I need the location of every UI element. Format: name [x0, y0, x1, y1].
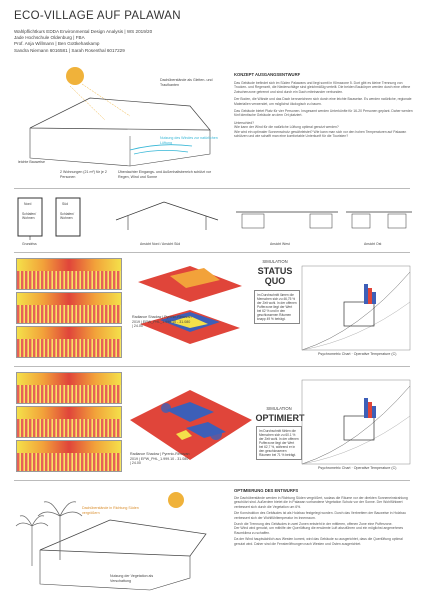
psychro-chart-1 [298, 262, 414, 362]
concept-para: Der Boden, die Wände und das Dach kennzeichnen sich durch eine leichte Bauweise. Es werden natürliche, regionale Materialien verwendet, um möglichst ökologisch zu bauen. [234, 97, 412, 106]
comfort-note: Im Durchschnitt lümen die Menschen sich zu 46,75 % der Zeit wohl. In der offenen Pufferzone liegt der Wert bei 62 % und in den geschlossenen Räumen knapp 49 % beträgt. [254, 290, 300, 324]
meta-line: Wahlpflichtkurs EDDA Environmental Design Analysis | WS 2019/20 [14, 29, 153, 34]
label-roof: Überdachter Eingangs- und Außenhaltsbereich schützt vor Regen, Wind und Sonne [118, 170, 212, 179]
room-label: Schlafen/ Wohnen [60, 212, 75, 220]
elevation-ns [112, 196, 222, 236]
caption-west: Ansicht West [270, 242, 290, 246]
palm-leaves-icon [16, 516, 48, 526]
heatmap-plot-4 [16, 372, 122, 404]
plan-north-label: Nord [24, 202, 32, 206]
concept-text [234, 72, 414, 138]
concept-question: Wie kann der Wind für die natürliche Lüftung optimal genutzt werden? [234, 125, 339, 130]
sun-icon [66, 67, 84, 85]
psychro-xlabel: Psychrometric Chart · Operative Temperature (C) [318, 352, 397, 356]
divider [14, 480, 410, 481]
model-status-quo [130, 262, 250, 362]
optimization-para: Der Wind wird genutzt, um mithilfe der Querlüftung die erwärmte Luft abzuführen und ein möglichst angenehmes Raumklima zu schaffen. [234, 526, 404, 535]
comfort-note: Im Durchschnitt fühlen die Menschen sich zu 60.1 % der Zeit wohl. In der offenen Pufferzone liegt der Wert bei 62,7 %, während er in den geschlossenen Räumen bei 71 % beträgt. [256, 426, 302, 460]
floor-plan [14, 196, 84, 242]
divider [14, 252, 410, 253]
meta-line: Prof. Anja Willmann | Ben Gottkehaskamp [14, 41, 100, 47]
optimization-text [234, 488, 414, 546]
elevation-ns-svg [112, 196, 222, 236]
roof-outline [40, 520, 206, 556]
label-space: 2 Wohnungen (21 m²) für je 2 Personen [60, 170, 107, 179]
divider [14, 188, 410, 189]
label-roof-extend: Dachüberstände in Richtung Süden vergrößern [82, 506, 139, 515]
model-svg [130, 262, 250, 362]
heatmap-plot-5 [16, 406, 122, 438]
meta-line: Jade Hochschule Oldenburg | FBA [14, 35, 85, 41]
sun-ray [82, 84, 130, 116]
elevation-east-svg [344, 196, 414, 236]
sim-caption: Radiance Shadow | Pyrenic-Rimovan 2019 | EPW_PHL_1.999.10 - 31.080 | 24.00 [132, 315, 192, 329]
concept-para: Das Gebäude bietet Platz für vier Personen. Insgesamt werden Unterkünfte für 16-20 Personen geplant. Daher werden fünf identische Gebäude an dem Ort platziert. [234, 109, 413, 118]
elevation-west [232, 196, 342, 236]
concept-sketch [10, 58, 220, 178]
label-overhang: Dachüberstände als Gleiten- und Traufkanten [160, 78, 213, 87]
elevation-west-svg [232, 196, 342, 236]
wall-outline [40, 550, 190, 590]
label-wind: Nutzung des Windes zur natürlichen Lüftung [160, 136, 218, 145]
optimization-para: Da der Wind hauptsächlich aus Westen kommt, wird das Gebäude so ausgerichtet, dass die Querlüftung optimal genutzt wird. Daher sind die Fensteröffnungen nach Westen und Osten ausgerichtet. [234, 537, 403, 546]
page-title: ECO-VILLAGE AUF PALAWAN [14, 10, 181, 22]
quo-word: QUO [264, 276, 286, 286]
meta-line: Sandra Niemann 6016581 | Sarah Rosenthal 6017229 [14, 47, 125, 53]
concept-question-head: Unterschied? [234, 120, 254, 125]
simulation-label: SIMULATION [266, 406, 292, 411]
optimiert-word: OPTIMIERT [255, 413, 305, 423]
optimization-para: Die Konstruktion des Gebäudes ist als Holzbau festgelegt worden. Durch das Verbreitern der Bauweise in Holzbau verbessert sich der Wohlfühltemperatur im Innenraum. [234, 511, 406, 520]
heatmap-plot-2 [16, 292, 122, 324]
sim-caption: Radiance Shadow | Pyrenic-Rimovan 2019 | EPW_PHL_1.999.10 - 31.080 | 24.00 [130, 452, 190, 466]
divider [14, 366, 410, 367]
caption-north-south: Ansicht Nord / Ansicht Süd [140, 242, 181, 246]
label-vegetation: Nutzung der Vegetation als Verschattung [110, 574, 154, 583]
heatmap-plot-1 [16, 258, 122, 290]
concept-question: Wie wird ein optimaler Sonnenschutz gewährleistet? Wie kann man sich vor den hohen Temperaturen auf Palawan schützen und wie schafft man eine komfortable Unterkunft für die Touristen? [234, 129, 407, 139]
optimization-sketch [10, 486, 220, 594]
palm-leaves-icon [38, 502, 82, 516]
label-light: leichte Bauweise [18, 160, 45, 164]
optimization-para: Durch die Trennung des Gebäudes in zwei Zonen entsteht in der mittleren, offenen Zone eine Pufferzone. [234, 522, 393, 527]
psychro-svg [298, 262, 414, 362]
sun-icon [168, 492, 184, 508]
project-meta [14, 29, 152, 54]
room-label: Schlafen/ Wohnen [22, 212, 37, 220]
elevation-east [344, 196, 414, 236]
roof-outline [30, 98, 210, 130]
psychro-chart-2 [298, 376, 414, 476]
ground-heat [130, 390, 252, 460]
psychro-svg [298, 376, 414, 476]
concept-heading: KONZEPT AUSGANGSENTWURF [234, 72, 301, 77]
wind-arrow [130, 145, 192, 150]
caption-plan: Grundriss [22, 242, 37, 246]
simulation-label: SIMULATION [262, 259, 288, 264]
plan-south-label: Süd [62, 202, 69, 206]
psychro-xlabel: Psychrometric Chart · Operative Temperature (C) [318, 466, 397, 470]
concept-para: Das Gebäude befindet sich im Süden Palawans und liegt somit in Klimazone 5. Dort gibt es kleine Trennung von Trocken- und Regenzeit, die Niederschläge sind gleichmäßig verteilt. Die beiden Baukörper werden durch eine offene Zwischenzone getrennt und sind durch ein Dach miteinander verbunden. [234, 81, 411, 94]
caption-east: Ansicht Ost [364, 242, 382, 246]
optimization-para: Die Dachüberstände werden in Richtung Süden vergrößert, sodass die Räume vor der direkten Sonneneinstrahlung geschützt sind. Außerdem bietet die in Palawan vorhandene Vegetation Schutz vor der Sonne. Der Wohlfühlwert verbessert sich durch die Vegetation um 6%. [234, 496, 408, 509]
heatmap-plot-6 [16, 440, 122, 472]
status-word: STATUS [257, 266, 293, 276]
heatmap-plot-3 [16, 326, 122, 358]
optimization-heading: OPTIMIERUNG DES ENTWURFS [234, 488, 299, 493]
wind-arrow [134, 150, 188, 154]
sun-ray [70, 86, 105, 120]
